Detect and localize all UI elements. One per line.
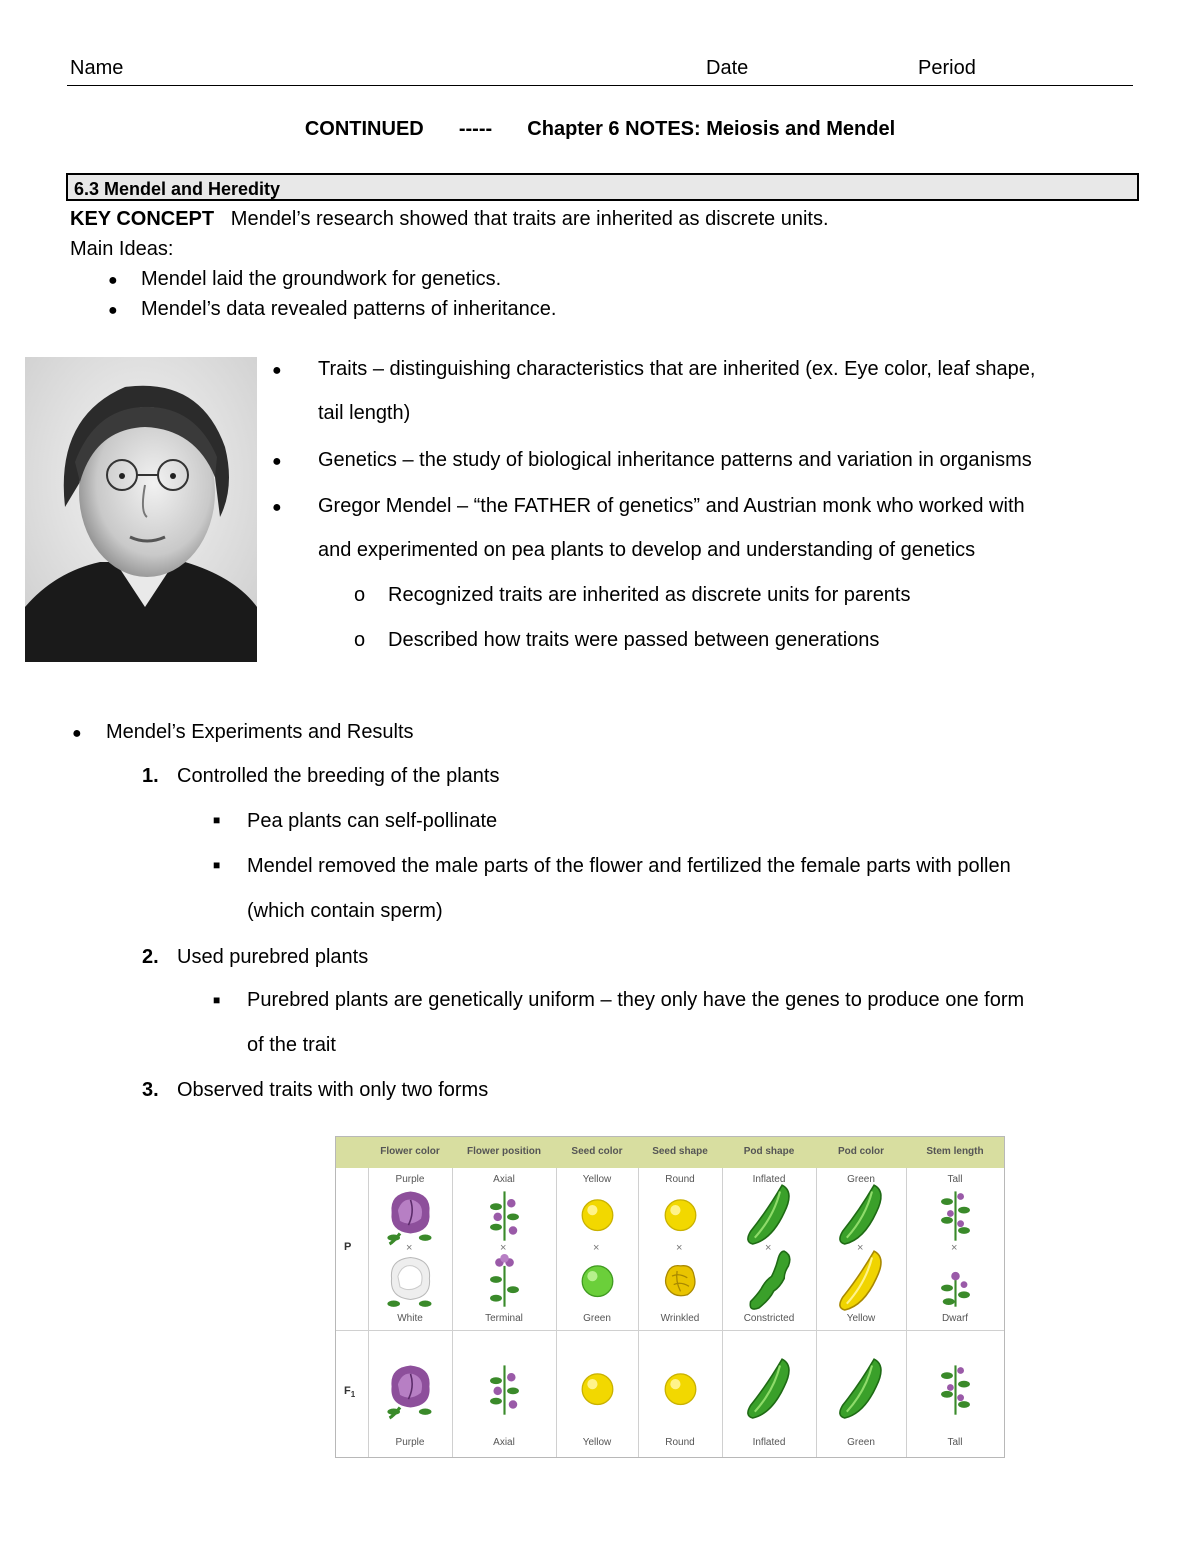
step-2-detail-a-cont: of the trait [247, 1034, 336, 1056]
mendel-sub-2: Described how traits were passed between generations [388, 629, 880, 651]
step-3: Observed traits with only two forms [177, 1079, 489, 1101]
column-header: Pod shape [743, 1146, 795, 1157]
title-prefix: CONTINUED [304, 118, 424, 140]
cross-symbol: × [593, 1242, 600, 1254]
dwarf-stem-icon [930, 1254, 981, 1308]
p-top-label: Purple [395, 1174, 425, 1185]
column-header: Seed color [571, 1146, 623, 1157]
yellow-seed-icon [572, 1362, 623, 1416]
cross-symbol: × [500, 1242, 507, 1254]
f1-label: Yellow [582, 1437, 612, 1448]
sub-bullet-icon: o [354, 584, 366, 606]
step-number-1: 1. [142, 765, 159, 787]
p-bottom-label: Wrinkled [660, 1313, 700, 1324]
f1-label: Green [847, 1437, 875, 1448]
column-header: Flower color [380, 1146, 440, 1157]
p-top-label: Axial [493, 1174, 515, 1185]
p-bottom-label: Yellow [846, 1313, 876, 1324]
title-dashes: ----- [458, 118, 493, 140]
p-top-label: Round [665, 1174, 695, 1185]
sub-bullet-icon: o [354, 629, 366, 651]
step-1-detail-b: Mendel removed the male parts of the flower and fertilized the female parts with pollen [247, 855, 1011, 877]
mendel-definition-cont: and experimented on pea plants to develop and understanding of genetics [318, 539, 976, 561]
mendel-sub-1: Recognized traits are inherited as discrete units for parents [388, 584, 911, 606]
yellow-pod-icon [830, 1247, 893, 1314]
cross-symbol: × [951, 1242, 958, 1254]
tall-stem-icon [930, 1188, 981, 1242]
constricted-pod-icon [738, 1247, 801, 1314]
tall-stem-icon [930, 1362, 981, 1416]
title-main: Chapter 6 NOTES: Meiosis and Mendel [527, 118, 896, 140]
mendel-traits-figure [335, 1136, 1005, 1458]
axial-flower-icon [479, 1188, 530, 1242]
yellow-seed-icon [655, 1188, 706, 1242]
genetics-definition: Genetics – the study of biological inheritance patterns and variation in organisms [318, 449, 1032, 471]
f1-label: Inflated [752, 1437, 786, 1448]
f1-label: Axial [493, 1437, 515, 1448]
terminal-flower-icon [479, 1254, 530, 1308]
row-separator [336, 1330, 1004, 1331]
row-label-f1: $F_1$ [344, 1385, 356, 1400]
white-flower-icon [379, 1247, 442, 1314]
main-idea-2: Mendel’s data revealed patterns of inheritance. [141, 298, 557, 320]
p-bottom-label: Dwarf [941, 1313, 969, 1324]
yellow-seed-icon [655, 1362, 706, 1416]
p-bottom-label: White [397, 1313, 423, 1324]
f1-label: Purple [395, 1437, 425, 1448]
key-concept-label: KEY CONCEPT [70, 208, 215, 230]
cross-symbol: × [857, 1242, 864, 1254]
f1-label: Round [665, 1437, 695, 1448]
square-bullet-icon: ■ [213, 993, 221, 1007]
purple-flower-icon [379, 1355, 442, 1422]
green-seed-icon [572, 1254, 623, 1308]
main-ideas-label: Main Ideas: [70, 238, 174, 260]
row-label-f1-subscript: 1 [350, 1390, 356, 1400]
step-1-detail-b-cont: (which contain sperm) [247, 900, 443, 922]
square-bullet-icon: ■ [213, 858, 221, 872]
traits-definition-cont: tail length) [318, 402, 411, 424]
column-header: Flower position [467, 1146, 541, 1157]
step-1: Controlled the breeding of the plants [177, 765, 500, 787]
section-heading: 6.3 Mendel and Heredity [74, 179, 281, 199]
purple-flower-icon [379, 1181, 442, 1248]
p-top-label: Tall [947, 1174, 963, 1185]
square-bullet-icon: ■ [213, 813, 221, 827]
inflated-pod-icon [830, 1181, 893, 1248]
bullet-icon: ● [108, 302, 118, 319]
column-header: Pod color [837, 1146, 885, 1157]
key-concept [70, 208, 829, 231]
mendel-portrait [25, 357, 257, 662]
step-2: Used purebred plants [177, 946, 369, 968]
inflated-pod-icon [738, 1355, 801, 1422]
step-1-detail-a: Pea plants can self-pollinate [247, 810, 498, 832]
column-header: Seed shape [652, 1146, 708, 1157]
bullet-icon: ● [108, 272, 118, 289]
p-top-label: Inflated [752, 1174, 786, 1185]
p-bottom-label: Green [583, 1313, 611, 1324]
section-heading-box [66, 173, 1139, 201]
step-number-3: 3. [142, 1079, 159, 1101]
bullet-icon: ● [72, 725, 82, 742]
bullet-icon: ● [272, 362, 282, 379]
main-idea-1: Mendel laid the groundwork for genetics. [141, 268, 502, 290]
cross-symbol: × [765, 1242, 772, 1254]
name-label: Name [70, 57, 124, 79]
period-label: Period [918, 57, 976, 79]
date-label: Date [706, 57, 749, 79]
row-label-p: P [344, 1241, 352, 1253]
bullet-icon: ● [272, 499, 282, 516]
column-header: Stem length [926, 1146, 984, 1157]
wrinkled-seed-icon [655, 1254, 706, 1308]
p-top-label: Green [847, 1174, 875, 1185]
f1-label: Tall [947, 1437, 963, 1448]
inflated-pod-icon [738, 1181, 801, 1248]
bullet-icon: ● [272, 453, 282, 470]
p-bottom-label: Constricted [743, 1313, 795, 1324]
cross-symbol: × [676, 1242, 683, 1254]
inflated-pod-icon [830, 1355, 893, 1422]
axial-flower-icon [479, 1362, 530, 1416]
step-number-2: 2. [142, 946, 159, 968]
cross-symbol: × [406, 1242, 413, 1254]
traits-definition: Traits – distinguishing characteristics that are inherited (ex. Eye color, leaf shape, [318, 358, 1036, 380]
yellow-seed-icon [572, 1188, 623, 1242]
page-title [0, 118, 1200, 141]
p-top-label: Yellow [582, 1174, 612, 1185]
header-rule [67, 85, 1133, 86]
experiments-heading: Mendel’s Experiments and Results [106, 721, 414, 743]
mendel-definition: Gregor Mendel – “the FATHER of genetics” and Austrian monk who worked with [318, 495, 1025, 517]
step-2-detail-a: Purebred plants are genetically uniform – they only have the genes to produce one form [247, 989, 1025, 1011]
key-concept-text: Mendel’s research showed that traits are inherited as discrete units. [230, 208, 829, 230]
p-bottom-label: Terminal [485, 1313, 523, 1324]
